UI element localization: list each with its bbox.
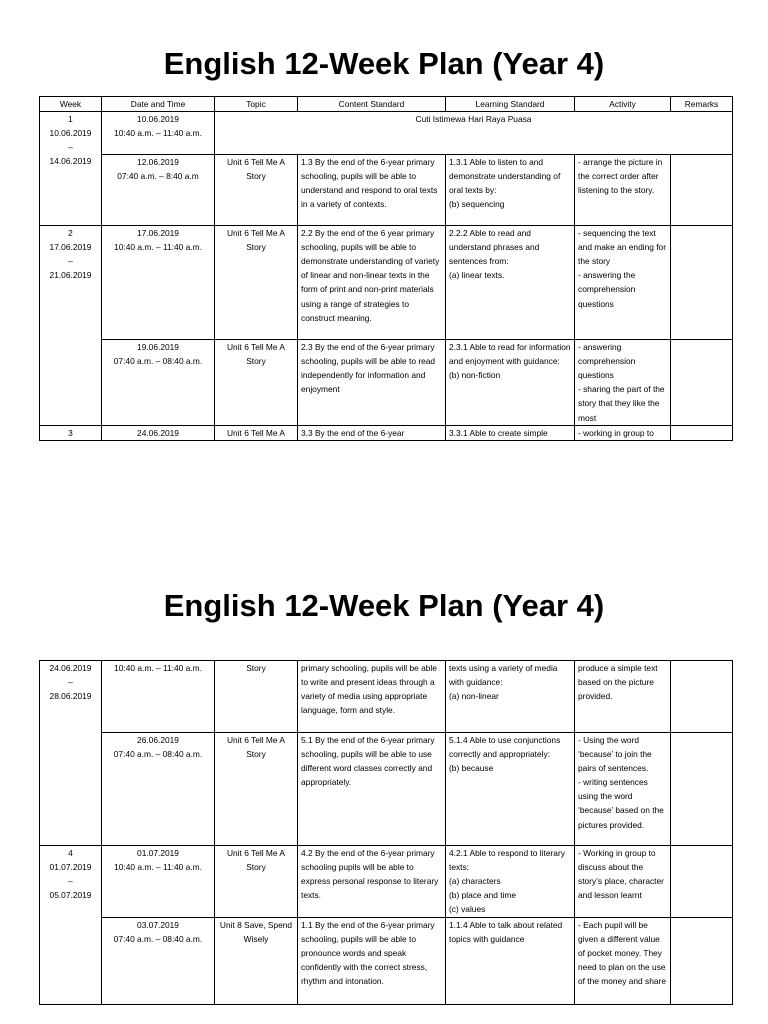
table-row bbox=[40, 918, 733, 1005]
activity-cell: produce a simple text based on the picture provided. bbox=[575, 661, 671, 733]
learning-standard-cell: 1.3.1 Able to listen to and demonstrate understanding of oral texts by: (b) sequencing bbox=[446, 155, 575, 226]
content-standard-cell: 5.1 By the end of the 6-year primary schooling, pupils will be able to use different word classes correctly and appropriately. bbox=[298, 733, 446, 846]
table-row bbox=[40, 733, 733, 846]
topic-cell: Unit 6 Tell Me A Story bbox=[215, 155, 298, 226]
learning-standard-cell: 4.2.1 Able to respond to literary texts: (a) characters (b) place and time (c) values bbox=[446, 846, 575, 918]
learning-standard-cell: 2.3.1 Able to read for information and enjoyment with guidance: (b) non-fiction bbox=[446, 340, 575, 426]
header-learning-standard: Learning Standard bbox=[446, 97, 575, 112]
table-row bbox=[40, 155, 733, 226]
activity-cell: - Using the word ‘because’ to join the pairs of sentences. - writing sentences using the word ‘because’ based on the pictures provided. bbox=[575, 733, 671, 846]
date-time-cell: 10.06.2019 10:40 a.m. – 11:40 a.m. bbox=[102, 112, 215, 155]
content-standard-cell: 1.3 By the end of the 6-year primary schooling, pupils will be able to understand and respond to oral texts in a variety of contexts. bbox=[298, 155, 446, 226]
table-row bbox=[40, 340, 733, 426]
learning-standard-cell: 1.1.4 Able to talk about related topics with guidance bbox=[446, 918, 575, 1005]
remarks-cell bbox=[671, 846, 733, 918]
table-row bbox=[40, 846, 733, 918]
week-cell: 2 17.06.2019 – 21.06.2019 bbox=[40, 226, 102, 426]
page-title: English 12-Week Plan (Year 4) bbox=[163, 588, 605, 623]
topic-cell: Story bbox=[215, 661, 298, 733]
activity-cell: - arrange the picture in the correct order after listening to the story. bbox=[575, 155, 671, 226]
header-topic: Topic bbox=[215, 97, 298, 112]
week-cell: 4 01.07.2019 – 05.07.2019 bbox=[40, 846, 102, 1005]
weekly-plan-table bbox=[39, 96, 733, 441]
content-standard-cell: 4.2 By the end of the 6-year primary schooling pupils will be able to express personal response to literary texts. bbox=[298, 846, 446, 918]
week-cell: 1 10.06.2019 – 14.06.2019 bbox=[40, 112, 102, 226]
date-time-cell: 17.06.2019 10:40 a.m. – 11:40 a.m. bbox=[102, 226, 215, 340]
content-standard-cell: primary schooling, pupils will be able to write and present ideas through a variety of media using appropriate language, form and style. bbox=[298, 661, 446, 733]
table-row bbox=[40, 112, 733, 155]
holiday-note: Cuti Istimewa Hari Raya Puasa bbox=[215, 112, 733, 155]
weekly-plan-table bbox=[39, 660, 733, 1005]
week-cell: 24.06.2019 – 28.06.2019 bbox=[40, 661, 102, 846]
topic-cell: Unit 6 Tell Me A Story bbox=[215, 846, 298, 918]
table-row bbox=[40, 226, 733, 340]
header-date-time: Date and Time bbox=[102, 97, 215, 112]
date-time-cell: 01.07.2019 10:40 a.m. – 11:40 a.m. bbox=[102, 846, 215, 918]
activity-cell: - answering comprehension questions - sharing the part of the story that they like the most bbox=[575, 340, 671, 426]
header-row bbox=[40, 97, 733, 112]
activity-cell: - Each pupil will be given a different value of pocket money. They need to plan on the use of the money and share bbox=[575, 918, 671, 1005]
learning-standard-cell: 3.3.1 Able to create simple bbox=[446, 426, 575, 441]
activity-cell: - sequencing the text and make an ending for the story - answering the comprehension questions bbox=[575, 226, 671, 340]
activity-cell: - Working in group to discuss about the story’s place, character and lesson learnt bbox=[575, 846, 671, 918]
remarks-cell bbox=[671, 426, 733, 441]
remarks-cell bbox=[671, 226, 733, 340]
topic-cell: Unit 8 Save, Spend Wisely bbox=[215, 918, 298, 1005]
header-content-standard: Content Standard bbox=[298, 97, 446, 112]
learning-standard-cell: 2.2.2 Able to read and understand phrases and sentences from: (a) linear texts. bbox=[446, 226, 575, 340]
content-standard-cell: 3.3 By the end of the 6-year bbox=[298, 426, 446, 441]
remarks-cell bbox=[671, 340, 733, 426]
date-time-cell: 19.06.2019 07:40 a.m. – 08:40 a.m. bbox=[102, 340, 215, 426]
remarks-cell bbox=[671, 155, 733, 226]
date-time-cell: 24.06.2019 bbox=[102, 426, 215, 441]
page-title: English 12-Week Plan (Year 4) bbox=[163, 46, 605, 81]
topic-cell: Unit 6 Tell Me A Story bbox=[215, 733, 298, 846]
content-standard-cell: 2.2 By the end of the 6 year primary schooling, pupils will be able to demonstrate understanding of variety of linear and non-linear texts in the form of print and non-print materials using a range of strategies to construct meaning. bbox=[298, 226, 446, 340]
remarks-cell bbox=[671, 661, 733, 733]
content-standard-cell: 1.1 By the end of the 6-year primary schooling, pupils will be able to pronounce words and speak confidently with the correct stress, rhythm and intonation. bbox=[298, 918, 446, 1005]
learning-standard-cell: 5.1.4 Able to use conjunctions correctly and appropriately: (b) because bbox=[446, 733, 575, 846]
topic-cell: Unit 6 Tell Me A Story bbox=[215, 226, 298, 340]
activity-cell: - working in group to bbox=[575, 426, 671, 441]
content-standard-cell: 2.3 By the end of the 6-year primary schooling, pupils will be able to read independently for information and enjoyment bbox=[298, 340, 446, 426]
table-row bbox=[40, 426, 733, 441]
date-time-cell: 03.07.2019 07:40 a.m. – 08:40 a.m. bbox=[102, 918, 215, 1005]
date-time-cell: 26.06.2019 07:40 a.m. – 08:40 a.m. bbox=[102, 733, 215, 846]
topic-cell: Unit 6 Tell Me A Story bbox=[215, 340, 298, 426]
week-cell: 3 bbox=[40, 426, 102, 441]
remarks-cell bbox=[671, 733, 733, 846]
date-time-cell: 10:40 a.m. – 11:40 a.m. bbox=[102, 661, 215, 733]
remarks-cell bbox=[671, 918, 733, 1005]
learning-standard-cell: texts using a variety of media with guidance: (a) non-linear bbox=[446, 661, 575, 733]
header-activity: Activity bbox=[575, 97, 671, 112]
date-time-cell: 12.06.2019 07:40 a.m. – 8:40 a.m bbox=[102, 155, 215, 226]
table-row bbox=[40, 661, 733, 733]
header-week: Week bbox=[40, 97, 102, 112]
topic-cell: Unit 6 Tell Me A bbox=[215, 426, 298, 441]
header-remarks: Remarks bbox=[671, 97, 733, 112]
